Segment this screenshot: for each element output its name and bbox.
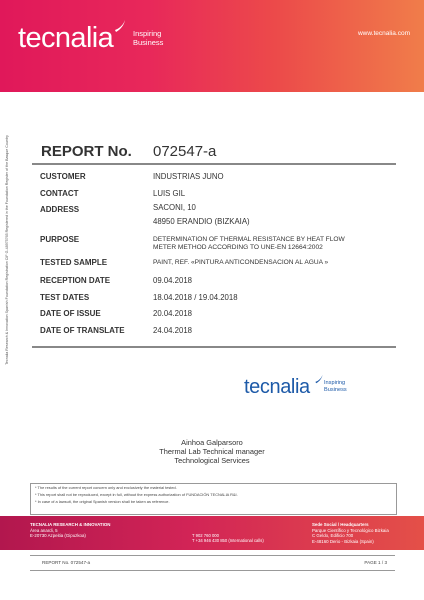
footer-phone1: T 902 760 000 (192, 533, 219, 538)
signer-role: Thermal Lab Technical manager (159, 447, 265, 456)
header-url[interactable]: www.tecnalia.com (357, 30, 410, 37)
field-value-purpose: DETERMINATION OF THERMAL RESISTANCE BY HEAT FLOW (153, 236, 345, 243)
disclaimer-box (30, 483, 397, 515)
field-label-date-of-issue: DATE OF ISSUE (40, 309, 101, 318)
footer-org: TECNALIA RESEARCH & INNOVATION (30, 522, 111, 527)
field-value-test-dates: 18.04.2018 / 19.04.2018 (153, 293, 238, 302)
field-value-contact: LUIS GIL (153, 189, 186, 198)
tecnalia-logo: tecnalia (18, 22, 114, 54)
field-label-test-dates: TEST DATES (40, 293, 90, 302)
footer-phone-block (192, 533, 264, 543)
field-label-address: ADDRESS (40, 205, 80, 214)
title-divider (32, 163, 396, 165)
disclaimer-line-3: * In case of a lawsuit, the original Spanish version shall be taken as reference. (35, 499, 170, 505)
field-label-date-of-translate: DATE OF TRANSLATE (40, 326, 125, 335)
footer-hq-block (312, 522, 389, 544)
field-value-reception-date: 09.04.2018 (153, 276, 193, 285)
footer-addr1: Área anardi, 5 (30, 527, 58, 533)
side-registration-note (3, 135, 11, 365)
footer-hq2: C Geldo, Edificio 700 (312, 533, 354, 539)
disclaimer-line-2: * This report shall not be reproduced, except in full, without the express authorization of FUNDACIÓN TECNALIA R&I. (35, 492, 238, 498)
field-label-purpose: PURPOSE (40, 235, 80, 244)
field-label-reception-date: RECEPTION DATE (40, 276, 111, 285)
disclaimer-line-1: * The results of the current report concern only and exclusively the material tested. (35, 485, 177, 490)
field-value-tested-sample: PAINT, REF. «PINTURA ANTICONDENSACION AL AGUA » (153, 259, 329, 266)
page-footer-report: REPORT No. 072547-a (42, 560, 91, 565)
page-footer (30, 555, 395, 571)
page-footer-pagenum: PAGE 1 / 3 (364, 560, 387, 565)
tecnalia-stamp-logo: tecnalia (244, 376, 310, 398)
field-value-customer: INDUSTRIAS JUNO (153, 172, 224, 181)
field-value-address-line2: 48950 ERANDIO (BIZKAIA) (153, 217, 250, 226)
field-value-date-of-translate: 24.04.2018 (153, 326, 193, 335)
header-tagline (133, 29, 163, 47)
logo-swoosh-icon (113, 18, 127, 34)
field-label-tested-sample: TESTED SAMPLE (40, 258, 108, 267)
report-title: REPORT No. (41, 143, 132, 160)
report-number: 072547-a (153, 143, 217, 160)
footer-address-block (30, 522, 110, 539)
field-value-date-of-issue: 20.04.2018 (153, 309, 193, 318)
footer-hq1: Parque Científico y Tecnológico Bizkaia (312, 527, 389, 533)
stamp-tagline-line1: Inspiring (324, 380, 346, 386)
stamp-tagline-line2: Business (324, 387, 347, 393)
signer-department: Technological Services (174, 456, 250, 465)
stamp-tagline (324, 380, 347, 394)
footer-addr2: E-20730 Azpeitia (Gipuzkoa) (30, 533, 86, 539)
signer-name: Ainhoa Galparsoro (181, 438, 243, 447)
header-banner (0, 0, 424, 92)
field-label-contact: CONTACT (40, 189, 79, 198)
footer-hq: Sede Social / Headquarters (312, 522, 369, 527)
footer-band (0, 516, 424, 550)
footer-phone2: T +34 946 430 850 (International calls) (192, 538, 264, 544)
field-value-purpose-line2: METER METHOD ACCORDING TO UNE-EN 12664:2002 (153, 244, 323, 251)
footer-hq3: E-48160 Derio - Bizkaia (Spain) (312, 538, 374, 544)
tagline-line2: Business (133, 38, 164, 47)
stamp-swoosh-icon (314, 373, 324, 385)
side-note-text: Tecnalia Research & Innovation Spanish Foundation Registration CIF G-48975765 Registered in the Foundation Register of the Basque Country (5, 135, 9, 365)
field-label-customer: CUSTOMER (40, 172, 86, 181)
fields-divider (32, 346, 396, 348)
tagline-line1: Inspiring (133, 29, 162, 38)
field-value-address: SACONI, 10 (153, 203, 196, 212)
